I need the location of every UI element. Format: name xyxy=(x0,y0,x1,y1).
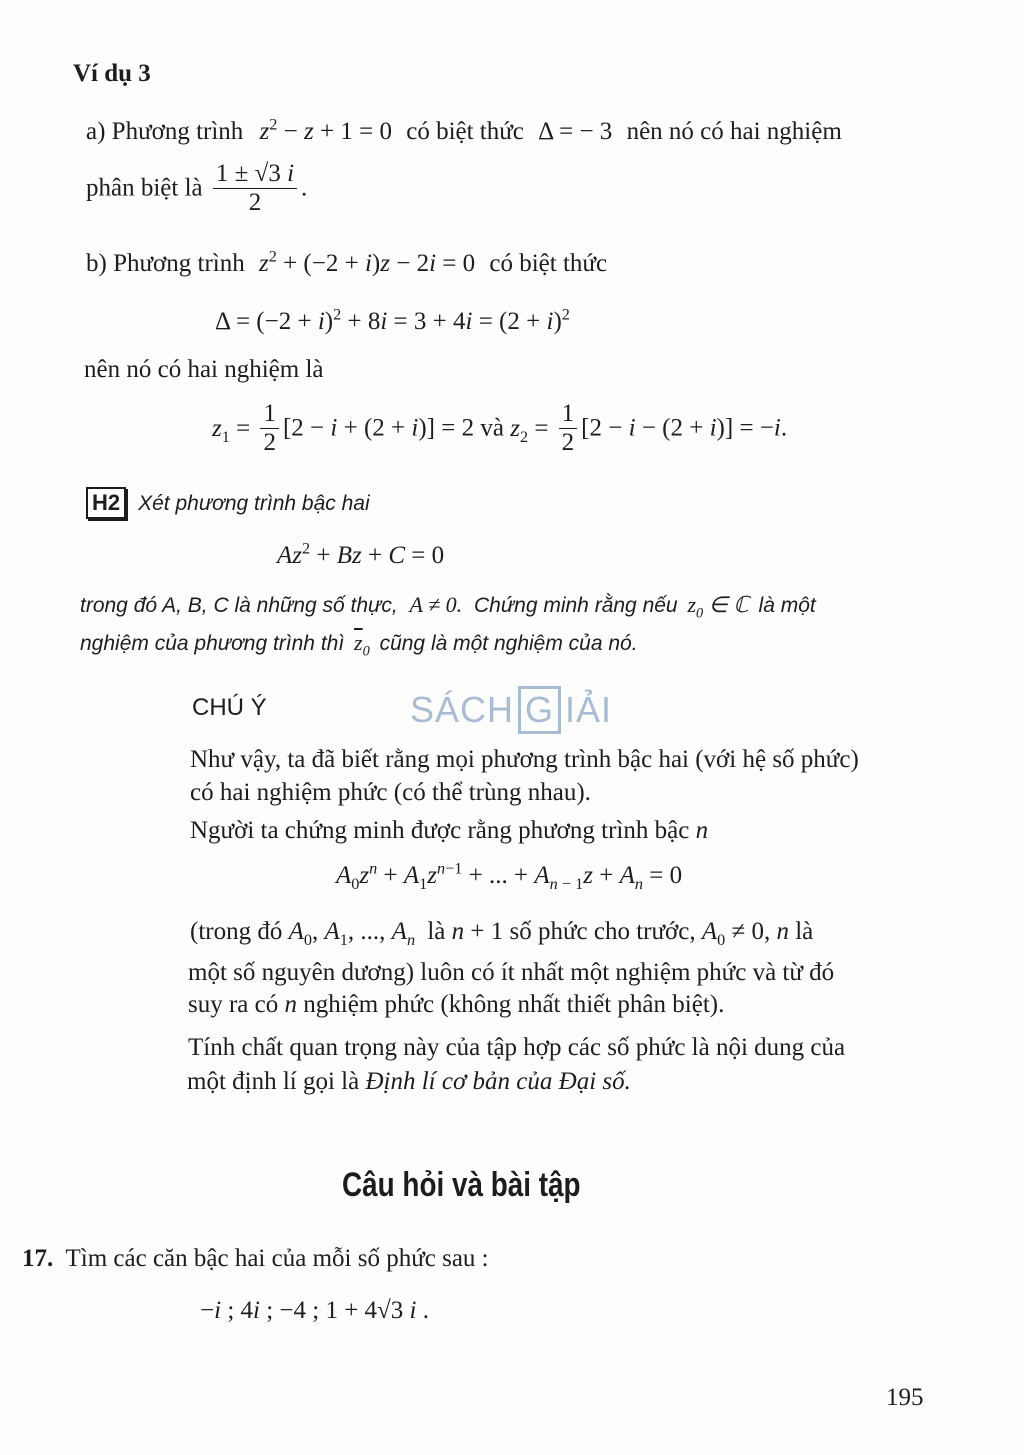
note-p3-d: là xyxy=(795,918,814,945)
note-p3-l1 xyxy=(190,916,813,948)
note-p1-l1: Như vậy, ta đã biết rằng mọi phương trình bậc hai (với hệ số phức) xyxy=(190,746,859,773)
note-p3-l3 xyxy=(188,989,724,1021)
section-title: Câu hỏi và bài tập xyxy=(342,1166,581,1204)
h2-equation: $Az^2 + Bz + C = 0$ xyxy=(277,539,445,569)
h2-line2 xyxy=(80,628,638,659)
h2-line2-a: nghiệm của phương trình thì xyxy=(80,632,345,655)
exercise-values: −i ; 4i ; −4 ; 1 + 4√3 i . xyxy=(200,1297,429,1324)
equation-b: $z^2 + (-2 + i)z - 2i = 0$ xyxy=(258,247,476,277)
note-p3-b: là xyxy=(427,918,446,945)
n-var: n xyxy=(284,991,297,1018)
note-p3-l3b: nghiệm phức (không nhất thiết phân biệt). xyxy=(303,991,725,1018)
polynomial-equation: $A_0z^n + A_1z^{n-1}$ + ... + $A_{n - 1}z + A_n = 0$ xyxy=(336,859,683,893)
watermark xyxy=(410,686,612,734)
h2-z0-bar: $\overline{z}_0$ xyxy=(354,630,370,660)
example-b-intro: b) Phương trình xyxy=(86,250,245,277)
roots-equation-b: $z_1$ = $\frac{1}{2}$ [2 − i + (2 + i)] = 2 và $z_2$ = $\frac{1}{2}$ [2 − i − (2 + i)] = −i. xyxy=(212,400,788,456)
theorem-name: Định lí cơ bản của Đại số. xyxy=(365,1068,631,1095)
page-number: 195 xyxy=(886,1384,924,1411)
example-b-line3: nên nó có hai nghiệm là xyxy=(84,356,324,383)
h2-line1 xyxy=(80,590,816,621)
coeff-list: $A_0$, $A_1$, ..., $A_n$ xyxy=(288,918,416,949)
h2-header xyxy=(86,487,370,519)
note-p3-l3a: suy ra có xyxy=(188,991,279,1018)
example-a-rest: nên nó có hai nghiệm xyxy=(626,118,842,145)
n-plus-1: n + 1 xyxy=(451,918,504,945)
h2-z0-in-c: $z_0$ ∈ ℂ xyxy=(687,592,749,622)
exercise-text: Tìm các căn bậc hai của mỗi số phức sau : xyxy=(65,1245,489,1272)
h2-line1-c: là một xyxy=(758,594,816,617)
note-p3-c: số phức cho trước, xyxy=(509,918,696,945)
note-p4-l2a: một định lí gọi là xyxy=(187,1068,360,1095)
example-a-line1 xyxy=(86,116,842,148)
roots-fraction-a: $\frac{1 \pm √3 i}{2}$ xyxy=(213,160,297,217)
note-p3-a: (trong đó xyxy=(190,918,283,945)
h2-a-nonzero: A ≠ 0. xyxy=(409,592,463,617)
note-p3-l2: một số nguyên dương) luôn có ít nhất một nghiệm phức và từ đó xyxy=(188,959,835,986)
h2-label: H2 xyxy=(86,487,126,519)
example-b-rest: có biệt thức xyxy=(489,250,608,277)
note-p4-l2 xyxy=(187,1066,631,1098)
h2-line1-a: trong đó A, B, C là những số thực, xyxy=(80,594,398,617)
h2-intro: Xét phương trình bậc hai xyxy=(138,492,370,515)
note-p1-l2: có hai nghiệm phức (có thể trùng nhau). xyxy=(190,779,591,806)
a0-nonzero: $A_0 \ne 0$, n xyxy=(701,918,789,949)
example-a-delta: Δ = − 3 xyxy=(538,118,613,145)
watermark-right: IẢI xyxy=(565,689,613,730)
note-title: CHÚ Ý xyxy=(192,694,267,721)
note-p2-text: Người ta chứng minh được rằng phương trình bậc xyxy=(190,817,690,844)
example-a-cond: có biệt thức xyxy=(406,118,524,145)
example-b-line1 xyxy=(86,248,607,280)
example-a-intro: a) Phương trình xyxy=(86,118,244,145)
exercise-17 xyxy=(22,1243,489,1275)
note-p2-l1 xyxy=(190,815,708,847)
degree-n: n xyxy=(695,817,709,844)
watermark-box: G xyxy=(518,686,561,734)
watermark-left: SÁCH xyxy=(410,689,515,730)
h2-line1-b: Chứng minh rằng nếu xyxy=(474,594,678,617)
and-word: và xyxy=(480,414,504,442)
delta-equation-b: $\Delta = (-2 + i)^2 + 8i = 3 + 4i = (2 + i)^2$ xyxy=(215,305,570,335)
example-a-line2: phân biệt là $\frac{1 \pm √3 i}{2}$ . xyxy=(86,160,308,216)
example-heading: Ví dụ 3 xyxy=(73,60,151,87)
example-a-line2-text: phân biệt là xyxy=(86,174,203,202)
exercise-number: 17. xyxy=(22,1245,54,1272)
h2-line2-b: cũng là một nghiệm của nó. xyxy=(379,632,638,655)
equation-a: $z^2 - z + 1 = 0$ xyxy=(259,115,392,145)
note-p4-l1: Tính chất quan trọng này của tập hợp các số phức là nội dung của xyxy=(188,1034,846,1061)
